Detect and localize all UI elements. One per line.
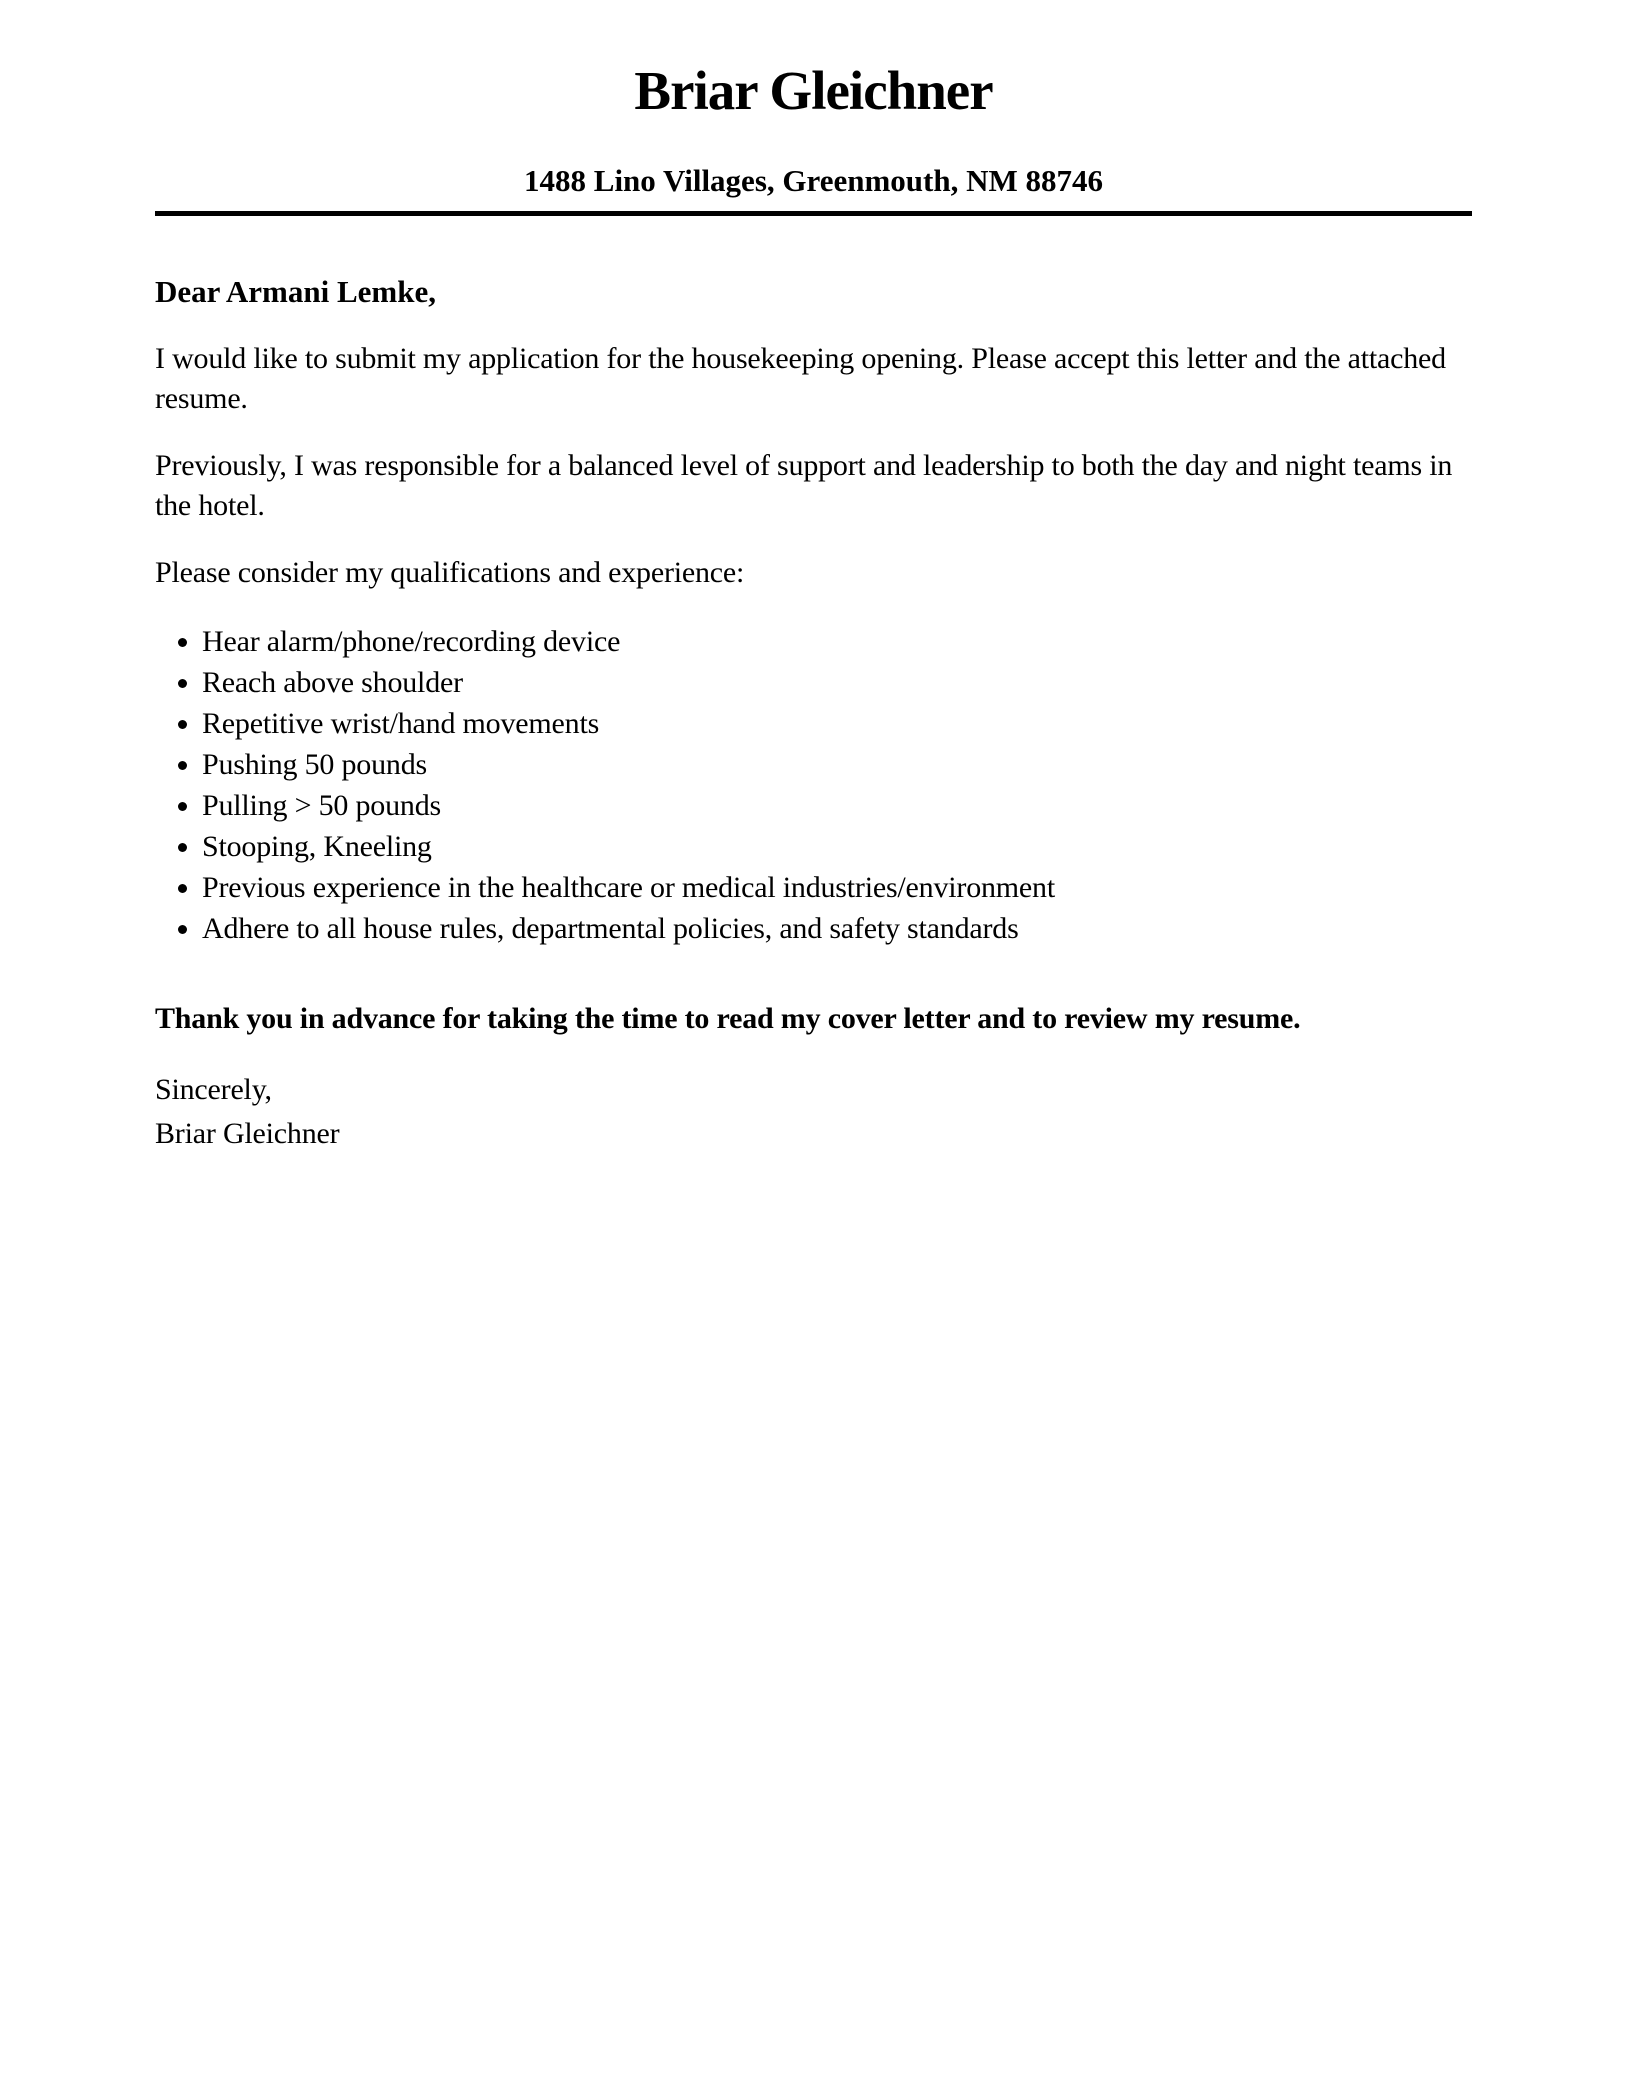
qualifications-lead-paragraph: Please consider my qualifications and experience: xyxy=(155,556,745,589)
experience-paragraph: Previously, I was responsible for a balanced level of support and leadership to both the day and night teams in the hotel. xyxy=(155,449,1453,522)
list-item: • Stooping, Kneeling xyxy=(202,826,1472,867)
list-item: • Pulling > 50 pounds xyxy=(202,785,1472,826)
list-item: • Pushing 50 pounds xyxy=(202,744,1472,785)
list-item: • Hear alarm/phone/recording device xyxy=(202,621,1472,662)
list-item: • Reach above shoulder xyxy=(202,662,1472,703)
signature-line: Briar Gleichner xyxy=(155,1117,340,1150)
list-item: • Previous experience in the healthcare or medical industries/environment xyxy=(202,867,1472,908)
thanks-line: Thank you in advance for taking the time to read my cover letter and to review my resume. xyxy=(155,1002,1301,1035)
intro-paragraph: I would like to submit my application for the housekeeping opening. Please accept this letter and the attached resume. xyxy=(155,342,1446,415)
header-divider xyxy=(155,211,1472,216)
address-line: 1488 Lino Villages, Greenmouth, NM 88746 xyxy=(524,163,1103,198)
closing-line: Sincerely, xyxy=(155,1073,272,1106)
page-title: Briar Gleichner xyxy=(634,60,993,121)
closing-block xyxy=(155,1068,1472,1156)
list-item: • Adhere to all house rules, departmental policies, and safety standards xyxy=(202,908,1472,949)
list-item: • Repetitive wrist/hand movements xyxy=(202,703,1472,744)
greeting-line: Dear Armani Lemke, xyxy=(155,274,436,309)
qualifications-list xyxy=(155,621,1472,949)
